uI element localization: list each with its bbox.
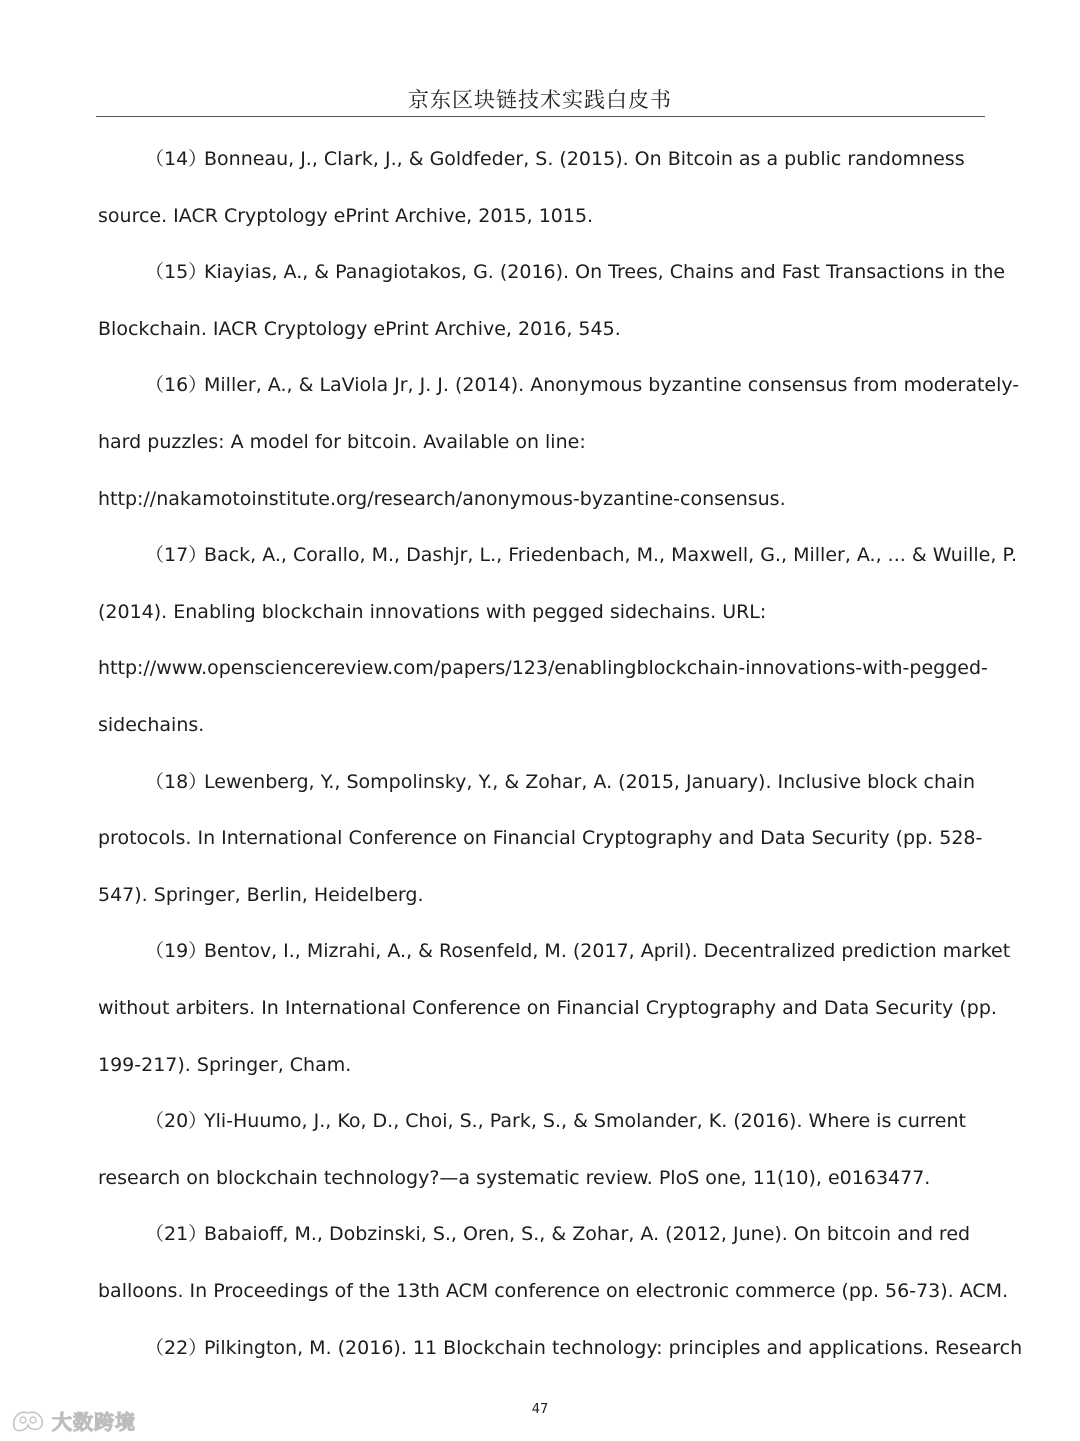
reference-entry-line (98, 1279, 1008, 1303)
reference-text: protocols. In International Conference on Financial Cryptography and Data Security (pp. 528- (98, 827, 983, 849)
reference-entry-line-first (145, 543, 1017, 567)
reference-entry-line (98, 1053, 351, 1077)
page-header-title: 京东区块链技术实践白皮书 (408, 88, 672, 112)
reference-number: （14） (145, 148, 208, 170)
reference-entry-line (98, 656, 988, 680)
reference-text: Kiayias, A., & Panagiotakos, G. (2016). On Trees, Chains and Fast Transactions in the (204, 261, 1006, 283)
page-number: 47 (531, 1402, 549, 1417)
reference-entry-line (98, 487, 786, 511)
reference-number: （21） (145, 1223, 208, 1245)
reference-text: Lewenberg, Y., Sompolinsky, Y., & Zohar, A. (2015, January). Inclusive block chain (204, 771, 976, 793)
reference-number: （15） (145, 261, 208, 283)
reference-number: （16） (145, 374, 208, 396)
reference-text: research on blockchain technology?—a systematic review. PloS one, 11(10), e0163477. (98, 1167, 931, 1189)
reference-entry-line (98, 204, 593, 228)
reference-text: 547). Springer, Berlin, Heidelberg. (98, 884, 424, 906)
reference-text: balloons. In Proceedings of the 13th ACM conference on electronic commerce (pp. 56-73). ACM. (98, 1280, 1009, 1302)
reference-text: Bentov, I., Mizrahi, A., & Rosenfeld, M. (2017, April). Decentralized prediction market (204, 940, 1011, 962)
reference-entry-line (98, 883, 423, 907)
reference-text: without arbiters. In International Conference on Financial Cryptography and Data Security (pp. (98, 997, 997, 1019)
reference-number: （19） (145, 940, 208, 962)
reference-entry-line-first (145, 1109, 966, 1133)
watermark-logo-icon (10, 1407, 46, 1433)
reference-entry-line-first (145, 770, 975, 794)
reference-entry-line (98, 430, 586, 454)
reference-entry-line (98, 1166, 930, 1190)
reference-entry-line-first (145, 373, 1019, 397)
reference-entry-line-first (145, 147, 965, 171)
reference-text: hard puzzles: A model for bitcoin. Available on line: (98, 431, 586, 453)
reference-text: source. IACR Cryptology ePrint Archive, 2015, 1015. (98, 205, 594, 227)
reference-text: Babaioff, M., Dobzinski, S., Oren, S., & Zohar, A. (2012, June). On bitcoin and red (204, 1223, 971, 1245)
reference-text: Miller, A., & LaViola Jr, J. J. (2014). Anonymous byzantine consensus from moderately- (204, 374, 1020, 396)
reference-text: 199-217). Springer, Cham. (98, 1054, 352, 1076)
reference-text: Bonneau, J., Clark, J., & Goldfeder, S. (2015). On Bitcoin as a public randomness (204, 148, 965, 170)
reference-number: （22） (145, 1337, 208, 1359)
reference-number: （17） (145, 544, 208, 566)
reference-entry-line (98, 600, 766, 624)
reference-entry-line-first (145, 1336, 1022, 1360)
reference-number: （18） (145, 771, 208, 793)
watermark-text: 大数跨境 (52, 1409, 136, 1434)
reference-text: http://nakamotoinstitute.org/research/anonymous-byzantine-consensus. (98, 488, 786, 510)
reference-entry-line (98, 826, 982, 850)
watermark (10, 1405, 136, 1435)
header-rule (96, 116, 985, 117)
reference-text: Pilkington, M. (2016). 11 Blockchain technology: principles and applications. Research (204, 1337, 1023, 1359)
reference-text: (2014). Enabling blockchain innovations with pegged sidechains. URL: (98, 601, 767, 623)
reference-entry-line-first (145, 260, 1005, 284)
reference-text: http://www.opensciencereview.com/papers/123/enablingblockchain-innovations-with-pegged- (98, 657, 988, 679)
reference-text: Back, A., Corallo, M., Dashjr, L., Friedenbach, M., Maxwell, G., Miller, A., ... & Wuille, P. (204, 544, 1017, 566)
reference-entry-line (98, 713, 204, 737)
reference-text: Yli-Huumo, J., Ko, D., Choi, S., Park, S., & Smolander, K. (2016). Where is current (204, 1110, 966, 1132)
reference-entry-line-first (145, 939, 1010, 963)
reference-entry-line-first (145, 1222, 970, 1246)
reference-number: （20） (145, 1110, 208, 1132)
reference-text: sidechains. (98, 714, 205, 736)
reference-text: Blockchain. IACR Cryptology ePrint Archive, 2016, 545. (98, 318, 621, 340)
reference-entry-line (98, 317, 621, 341)
reference-entry-line (98, 996, 997, 1020)
